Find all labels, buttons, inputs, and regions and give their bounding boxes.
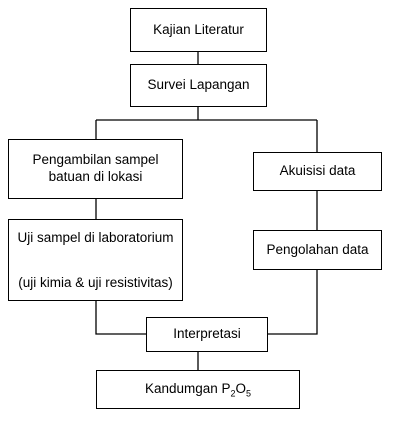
kandungan-p2o5-box xyxy=(96,370,300,409)
pengambilan-sampel-label-line1: Pengambilan sampel xyxy=(32,152,159,168)
kajian-literatur-box xyxy=(130,8,267,52)
survei-lapangan-label: Survei Lapangan xyxy=(147,77,250,93)
kajian-literatur-label: Kajian Literatur xyxy=(153,21,244,37)
uji-sampel-box xyxy=(8,219,183,301)
uji-sampel-label-line1: Uji sampel di laboratorium xyxy=(17,230,174,245)
uji-sampel-label-line2: (uji kimia & uji resistivitas) xyxy=(18,275,173,291)
pengambilan-sampel-box xyxy=(8,139,183,199)
connector-pengolahan-interpretasi xyxy=(268,270,317,334)
connector-uji-interpretasi xyxy=(96,301,146,334)
kandungan-subscript-2: 2 xyxy=(230,388,236,399)
survei-lapangan-box xyxy=(130,64,267,107)
kandungan-prefix: Kandumgan P xyxy=(144,381,231,397)
akuisisi-data-box xyxy=(253,152,382,191)
pengambilan-sampel-label-line2: batuan di lokasi xyxy=(48,169,143,184)
pengolahan-data-box xyxy=(253,230,382,270)
interpretasi-label: Interpretasi xyxy=(173,326,241,342)
pengolahan-data-label: Pengolahan data xyxy=(266,241,369,257)
kandungan-oxygen: O xyxy=(235,381,247,397)
kandungan-subscript-5: 5 xyxy=(246,388,252,399)
akuisisi-data-label: Akuisisi data xyxy=(279,163,356,179)
interpretasi-box xyxy=(146,317,268,352)
kandungan-p2o5-label xyxy=(145,381,251,398)
